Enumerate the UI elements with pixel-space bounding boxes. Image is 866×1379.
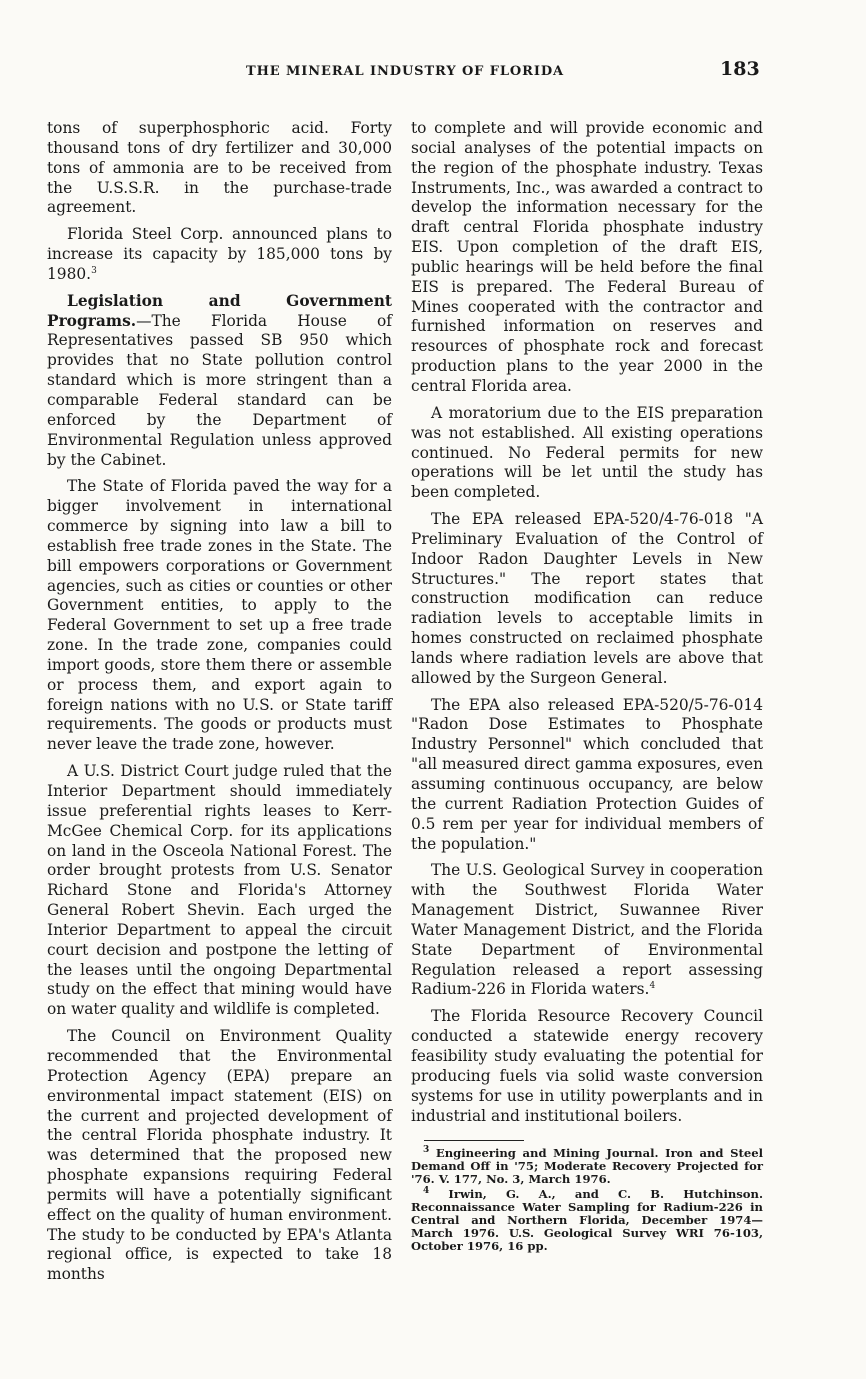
- paragraph: [47, 225, 392, 285]
- paragraph: The State of Florida paved the way for a bigger involvement in international commerce by signing into law a bill to establish free trade zones in the State. The bill empowers corporations or Government agencies, such as cities or counties or other Government entities, to apply to the Federal Government to set up a free trade zone. In the trade zone, companies could import goods, store them there or assemble or process them, and export again to foreign nations with no U.S. or State tariff requirements. The goods or products must never leave the trade zone, however.: [47, 477, 392, 754]
- paragraph: A U.S. District Court judge ruled that the Interior Department should immediately issue preferential rights leases to Kerr-McGee Chemical Corp. for its applications on land in the Osceola National Forest. The order brought protests from U.S. Senator Richard Stone and Florida's Attorney General Robert Shevin. Each urged the Interior Department to appeal the circuit court decision and postpone the letting of the leases until the ongoing Departmental study on the effect that mining would have on water quality and wildlife is completed.: [47, 762, 392, 1019]
- footnote-mark: 3: [423, 1145, 430, 1156]
- footnote-ref: 3: [91, 265, 97, 276]
- paragraph: [411, 861, 763, 1000]
- footnote-mark: 4: [423, 1186, 430, 1197]
- page-number: 183: [720, 58, 760, 80]
- footnote-text: Engineering and Mining Journal. Iron and Steel Demand Off in '75; Moderate Recovery Projected for '76. V. 177, No. 3, March 1976.: [411, 1146, 763, 1187]
- header-title: THE MINERAL INDUSTRY OF FLORIDA: [246, 64, 564, 79]
- footnote: [411, 1147, 763, 1186]
- paragraph: A moratorium due to the EIS preparation was not established. All existing operations continued. No Federal permits for new operations will be let until the study has been completed.: [411, 403, 763, 502]
- paragraph: The Council on Environment Quality recommended that the Environmental Protection Agency (EPA) prepare an environmental impact statement (EIS) on the current and projected development of the central Florida phosphate industry. It was determined that the proposed new phosphate expansions requiring Federal permits will have a potentially significant effect on the quality of human environment. The study to be conducted by EPA's Atlanta regional office, is expected to take 18 months: [47, 1027, 392, 1284]
- paragraph: The EPA also released EPA-520/5-76-014 "Radon Dose Estimates to Phosphate Industry Personnel" which concluded that "all measured direct gamma exposures, even assuming continuous occupancy, are below the current Radiation Protection Guides of 0.5 rem per year for individual members of the population.": [411, 695, 763, 853]
- right-column: [411, 119, 763, 1255]
- footnote-divider: [424, 1140, 524, 1141]
- left-column: [47, 119, 392, 1292]
- paragraph: The EPA released EPA-520/4-76-018 "A Preliminary Evaluation of the Control of Indoor Radon Daughter Levels in New Structures." The report states that construction modification can reduce radiation levels to acceptable limits in homes constructed on reclaimed phosphate lands where radiation levels are above that allowed by the Surgeon General.: [411, 510, 763, 687]
- paragraph-text: Florida Steel Corp. announced plans to increase its capacity by 185,000 tons by 1980.: [47, 225, 392, 283]
- paragraph: The Florida Resource Recovery Council conducted a statewide energy recovery feasibility study evaluating the potential for producing fuels via solid waste conversion systems for use in utility powerplants and in industrial and institutional boilers.: [411, 1007, 763, 1125]
- section-heading: Legislation and Government Programs.: [47, 291, 392, 330]
- paragraph-text: The U.S. Geological Survey in cooperation with the Southwest Florida Water Management District, Suwannee River Water Management District, and the Florida State Department of Environmental Regulation released a report assessing Radium-226 in Florida waters.: [411, 861, 763, 999]
- footnote: [411, 1188, 763, 1253]
- paragraph: tons of superphosphoric acid. Forty thousand tons of dry fertilizer and 30,000 tons of ammonia are to be received from the U.S.S.R. in the purchase-trade agreement.: [47, 119, 392, 217]
- paragraph: [47, 292, 392, 471]
- footnote-text: Irwin, G. A., and C. B. Hutchinson. Reconnaissance Water Sampling for Radium-226 in Central and Northern Florida, December 1974—March 1976. U.S. Geological Survey WRI 76-103, October 1976, 16 pp.: [411, 1187, 763, 1254]
- footnote-ref: 4: [649, 981, 656, 992]
- paragraph-text: —The Florida House of Representatives passed SB 950 which provides that no State pollution control standard which is more stringent than a comparable Federal standard can be enforced by the Department of Environmental Regulation unless approved by the Cabinet.: [47, 311, 392, 469]
- paragraph: to complete and will provide economic and social analyses of the potential impacts on the region of the phosphate industry. Texas Instruments, Inc., was awarded a contract to develop the information necessary for the draft central Florida phosphate industry EIS. Upon completion of the draft EIS, public hearings will be held before the final EIS is prepared. The Federal Bureau of Mines cooperated with the contractor and furnished information on reserves and resources of phosphate rock and forecast production plans to the year 2000 in the central Florida area.: [411, 119, 763, 395]
